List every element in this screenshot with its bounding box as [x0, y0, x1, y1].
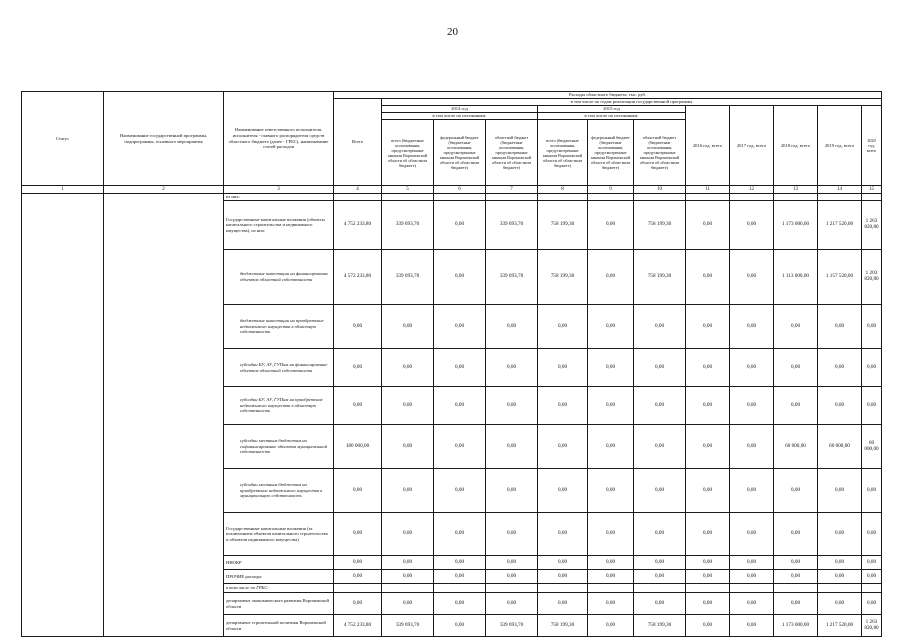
- value-cell: 0,00: [730, 425, 774, 469]
- header-2014: 2014 год: [382, 106, 538, 113]
- empty-cell: [818, 584, 862, 593]
- empty-cell: [588, 584, 634, 593]
- empty-cell: [382, 584, 434, 593]
- value-cell: 0,00: [774, 387, 818, 425]
- row-label: субсидии местным бюджетам на софинансирование объектов муниципальной собственности: [224, 425, 334, 469]
- program-cell: [104, 194, 224, 637]
- value-cell: 0,00: [634, 556, 686, 570]
- value-cell: 0,00: [730, 250, 774, 305]
- value-cell: 758 199,30: [538, 615, 588, 637]
- value-cell: 339 693,70: [486, 615, 538, 637]
- value-cell: 0,00: [382, 349, 434, 387]
- empty-cell: [588, 194, 634, 201]
- value-cell: 0,00: [730, 349, 774, 387]
- header-2020: 2020 год, всего: [862, 106, 882, 186]
- value-cell: 758 199,30: [538, 201, 588, 250]
- header-status: Статус: [22, 92, 104, 186]
- value-cell: 0,00: [334, 556, 382, 570]
- header-gbs: Наименование ответственного исполнителя, исполнителя - главного распорядителя средств областного бюджета (далее - ГРБС), наименование статей расходов: [224, 92, 334, 186]
- value-cell: 0,00: [730, 387, 774, 425]
- value-cell: 4 752 233,80: [334, 201, 382, 250]
- value-cell: 1 203 820,80: [862, 250, 882, 305]
- header-2016: 2016 год, всего: [686, 106, 730, 186]
- value-cell: 0,00: [486, 387, 538, 425]
- value-cell: 60 000,00: [774, 425, 818, 469]
- header-2019: 2019 год, всего: [818, 106, 862, 186]
- value-cell: 0,00: [730, 305, 774, 349]
- column-number-cell: 5: [382, 186, 434, 194]
- value-cell: 0,00: [486, 513, 538, 556]
- column-number-cell: 3: [224, 186, 334, 194]
- value-cell: 0,00: [774, 556, 818, 570]
- value-cell: 0,00: [862, 570, 882, 584]
- value-cell: 339 693,70: [382, 615, 434, 637]
- value-cell: 0,00: [334, 305, 382, 349]
- row-label: департамент экономического развития Воронежской области: [224, 593, 334, 615]
- empty-cell: [862, 194, 882, 201]
- value-cell: 0,00: [486, 469, 538, 513]
- value-cell: 0,00: [588, 250, 634, 305]
- value-cell: 1 263 820,80: [862, 615, 882, 637]
- value-cell: 0,00: [818, 556, 862, 570]
- empty-cell: [382, 194, 434, 201]
- value-cell: 1 113 000,00: [774, 250, 818, 305]
- value-cell: 0,00: [818, 387, 862, 425]
- value-cell: 0,00: [634, 305, 686, 349]
- value-cell: 0,00: [862, 556, 882, 570]
- value-cell: 0,00: [334, 387, 382, 425]
- value-cell: 1 173 000,00: [774, 201, 818, 250]
- header-2017: 2017 год, всего: [730, 106, 774, 186]
- column-number-cell: 1: [22, 186, 104, 194]
- value-cell: 0,00: [382, 305, 434, 349]
- value-cell: 0,00: [862, 305, 882, 349]
- value-cell: 0,00: [382, 570, 434, 584]
- value-cell: 1 173 000,00: [774, 615, 818, 637]
- value-cell: 0,00: [730, 469, 774, 513]
- value-cell: 0,00: [686, 570, 730, 584]
- header-2015-regional: областной бюджет (бюджетные ассигнования, предусмотренные законом Воронежской области об областном бюджете): [634, 120, 686, 186]
- value-cell: 0,00: [382, 469, 434, 513]
- value-cell: 0,00: [434, 349, 486, 387]
- value-cell: 0,00: [774, 570, 818, 584]
- value-cell: 0,00: [686, 425, 730, 469]
- value-cell: 339 693,70: [486, 201, 538, 250]
- value-cell: 0,00: [862, 349, 882, 387]
- value-cell: 339 693,70: [382, 250, 434, 305]
- empty-cell: [538, 194, 588, 201]
- empty-cell: [538, 584, 588, 593]
- value-cell: 0,00: [588, 615, 634, 637]
- value-cell: 0,00: [434, 305, 486, 349]
- value-cell: 0,00: [686, 201, 730, 250]
- column-number-cell: 4: [334, 186, 382, 194]
- value-cell: 0,00: [588, 305, 634, 349]
- value-cell: 0,00: [334, 593, 382, 615]
- status-cell: [22, 194, 104, 637]
- value-cell: 0,00: [538, 387, 588, 425]
- value-cell: 1 157 520,00: [818, 250, 862, 305]
- value-cell: 0,00: [588, 593, 634, 615]
- column-number-cell: 10: [634, 186, 686, 194]
- value-cell: 0,00: [588, 201, 634, 250]
- header-sources-2015: в том числе по источникам:: [538, 113, 686, 120]
- value-cell: 0,00: [686, 387, 730, 425]
- value-cell: 0,00: [538, 593, 588, 615]
- value-cell: 0,00: [686, 556, 730, 570]
- value-cell: 0,00: [730, 593, 774, 615]
- value-cell: 0,00: [588, 469, 634, 513]
- value-cell: 758 199,30: [538, 250, 588, 305]
- value-cell: 4 572 233,80: [334, 250, 382, 305]
- value-cell: 0,00: [538, 556, 588, 570]
- value-cell: 0,00: [382, 556, 434, 570]
- header-expenses: Расходы областного бюджета, тыс. руб.: [334, 92, 882, 99]
- column-number-cell: 12: [730, 186, 774, 194]
- value-cell: 0,00: [686, 349, 730, 387]
- value-cell: 60 000,00: [862, 425, 882, 469]
- value-cell: 0,00: [774, 349, 818, 387]
- empty-cell: [634, 584, 686, 593]
- incl-label: из них:: [224, 194, 334, 201]
- value-cell: 0,00: [434, 570, 486, 584]
- value-cell: 0,00: [818, 513, 862, 556]
- empty-cell: [862, 584, 882, 593]
- value-cell: 0,00: [774, 593, 818, 615]
- value-cell: 0,00: [486, 349, 538, 387]
- row-label: субсидии БУ, АУ, ГУПам на финансирование объектов областной собственности: [224, 349, 334, 387]
- empty-cell: [774, 584, 818, 593]
- value-cell: 0,00: [862, 593, 882, 615]
- header-2018: 2018 год, всего: [774, 106, 818, 186]
- header-2015-federal: федеральный бюджет (бюджетные ассигнования, предусмотренные законом Воронежской области об областном бюджете): [588, 120, 634, 186]
- value-cell: 0,00: [818, 570, 862, 584]
- column-number-cell: 8: [538, 186, 588, 194]
- row-label: субсидии БУ, АУ, ГУПам на приобретение недвижимого имущества в областную собственность: [224, 387, 334, 425]
- value-cell: 0,00: [588, 387, 634, 425]
- value-cell: 0,00: [730, 556, 774, 570]
- value-cell: 0,00: [686, 593, 730, 615]
- row-label: бюджетные инвестиции на финансирование объектов областной собственности: [224, 250, 334, 305]
- value-cell: 0,00: [774, 305, 818, 349]
- empty-cell: [434, 584, 486, 593]
- value-cell: 0,00: [588, 556, 634, 570]
- row-label: ПРОЧИЕ расходы: [224, 570, 334, 584]
- empty-cell: [486, 584, 538, 593]
- value-cell: 339 693,70: [486, 250, 538, 305]
- empty-cell: [634, 194, 686, 201]
- value-cell: 1 263 820,80: [862, 201, 882, 250]
- header-2015: 2015 год: [538, 106, 686, 113]
- value-cell: 0,00: [382, 425, 434, 469]
- value-cell: 0,00: [538, 305, 588, 349]
- value-cell: 0,00: [486, 556, 538, 570]
- value-cell: 0,00: [730, 201, 774, 250]
- value-cell: 0,00: [382, 387, 434, 425]
- value-cell: 0,00: [334, 570, 382, 584]
- value-cell: 0,00: [634, 387, 686, 425]
- value-cell: 0,00: [686, 250, 730, 305]
- value-cell: 0,00: [588, 570, 634, 584]
- value-cell: 758 199,30: [634, 615, 686, 637]
- empty-cell: [334, 584, 382, 593]
- value-cell: 0,00: [634, 570, 686, 584]
- value-cell: 0,00: [434, 425, 486, 469]
- column-number-cell: 13: [774, 186, 818, 194]
- column-number-cell: 7: [486, 186, 538, 194]
- value-cell: 0,00: [634, 469, 686, 513]
- grbs-label: в том числе по ГРБС:: [224, 584, 334, 593]
- empty-cell: [730, 194, 774, 201]
- value-cell: 0,00: [818, 349, 862, 387]
- column-number-cell: 11: [686, 186, 730, 194]
- row-label: бюджетные инвестиции на приобретение недвижимого имущества в областную собственность: [224, 305, 334, 349]
- value-cell: 0,00: [434, 615, 486, 637]
- value-cell: 0,00: [634, 349, 686, 387]
- value-cell: 0,00: [538, 513, 588, 556]
- value-cell: 0,00: [634, 593, 686, 615]
- value-cell: 0,00: [434, 387, 486, 425]
- value-cell: 0,00: [774, 513, 818, 556]
- value-cell: 0,00: [434, 513, 486, 556]
- value-cell: 1 217 520,00: [818, 615, 862, 637]
- header-total: Всего: [334, 99, 382, 186]
- value-cell: 0,00: [434, 469, 486, 513]
- value-cell: 758 199,30: [634, 250, 686, 305]
- value-cell: 180 000,00: [334, 425, 382, 469]
- header-2014-regional: областной бюджет (бюджетные ассигнования, предусмотренные законом Воронежской области об областном бюджете): [486, 120, 538, 186]
- value-cell: 0,00: [730, 513, 774, 556]
- value-cell: 0,00: [486, 425, 538, 469]
- value-cell: 0,00: [634, 425, 686, 469]
- row-label: НИОКР: [224, 556, 334, 570]
- value-cell: 0,00: [634, 513, 686, 556]
- value-cell: 0,00: [686, 305, 730, 349]
- header-2014-total: всего (бюджетные ассигнования, предусмотренные законом Воронежской области об областном бюджете): [382, 120, 434, 186]
- value-cell: 0,00: [538, 570, 588, 584]
- value-cell: 0,00: [538, 425, 588, 469]
- value-cell: 0,00: [686, 469, 730, 513]
- value-cell: 0,00: [730, 615, 774, 637]
- value-cell: 1 217 520,00: [818, 201, 862, 250]
- value-cell: 0,00: [862, 387, 882, 425]
- value-cell: 0,00: [818, 593, 862, 615]
- empty-cell: [334, 194, 382, 201]
- value-cell: 0,00: [862, 469, 882, 513]
- empty-cell: [818, 194, 862, 201]
- row-label: Государственные капитальные вложения (за исключением объектов капитального строительства и объектов недвижимого имущества): [224, 513, 334, 556]
- value-cell: 0,00: [486, 593, 538, 615]
- value-cell: 60 000,00: [818, 425, 862, 469]
- row-label: Государственные капитальные вложения (объекты капитального строительства и недвижимого имущества), из них:: [224, 201, 334, 250]
- empty-cell: [730, 584, 774, 593]
- value-cell: 0,00: [730, 570, 774, 584]
- value-cell: 0,00: [862, 513, 882, 556]
- header-program: Наименование государственной программы, подпрограммы, основного мероприятия: [104, 92, 224, 186]
- empty-cell: [486, 194, 538, 201]
- column-number-cell: 14: [818, 186, 862, 194]
- value-cell: 4 752 233,80: [334, 615, 382, 637]
- value-cell: 0,00: [818, 305, 862, 349]
- column-number-cell: 9: [588, 186, 634, 194]
- value-cell: 0,00: [588, 513, 634, 556]
- value-cell: 0,00: [434, 556, 486, 570]
- value-cell: 758 199,30: [634, 201, 686, 250]
- column-number-cell: 6: [434, 186, 486, 194]
- value-cell: 0,00: [334, 349, 382, 387]
- value-cell: 0,00: [486, 305, 538, 349]
- value-cell: 0,00: [382, 513, 434, 556]
- row-label: департамент строительной политики Воронежской области: [224, 615, 334, 637]
- value-cell: 0,00: [818, 469, 862, 513]
- value-cell: 0,00: [486, 570, 538, 584]
- value-cell: 0,00: [538, 349, 588, 387]
- header-incl-program: в том числе по годам реализации государственной программы: [382, 99, 882, 106]
- empty-cell: [434, 194, 486, 201]
- empty-cell: [686, 584, 730, 593]
- header-2015-total: всего (бюджетные ассигнования, предусмотренные законом Воронежской области об областном бюджете): [538, 120, 588, 186]
- value-cell: 0,00: [382, 593, 434, 615]
- header-2014-federal: федеральный бюджет (бюджетные ассигнования, предусмотренные законом Воронежской области об областном бюджете): [434, 120, 486, 186]
- value-cell: 0,00: [434, 250, 486, 305]
- value-cell: 0,00: [588, 349, 634, 387]
- empty-cell: [686, 194, 730, 201]
- column-number-cell: 2: [104, 186, 224, 194]
- column-number-cell: 15: [862, 186, 882, 194]
- value-cell: 0,00: [434, 593, 486, 615]
- value-cell: 0,00: [334, 469, 382, 513]
- value-cell: 0,00: [686, 615, 730, 637]
- row-label: субсидии местным бюджетам на приобретение недвижимого имущества в муниципальную собственность: [224, 469, 334, 513]
- value-cell: 0,00: [434, 201, 486, 250]
- value-cell: 0,00: [686, 513, 730, 556]
- value-cell: 0,00: [334, 513, 382, 556]
- page-number: 20: [447, 26, 458, 38]
- header-sources-2014: в том числе по источникам:: [382, 113, 538, 120]
- value-cell: 0,00: [774, 469, 818, 513]
- value-cell: 0,00: [538, 469, 588, 513]
- budget-table: [21, 91, 882, 637]
- value-cell: 0,00: [588, 425, 634, 469]
- value-cell: 339 693,70: [382, 201, 434, 250]
- empty-cell: [774, 194, 818, 201]
